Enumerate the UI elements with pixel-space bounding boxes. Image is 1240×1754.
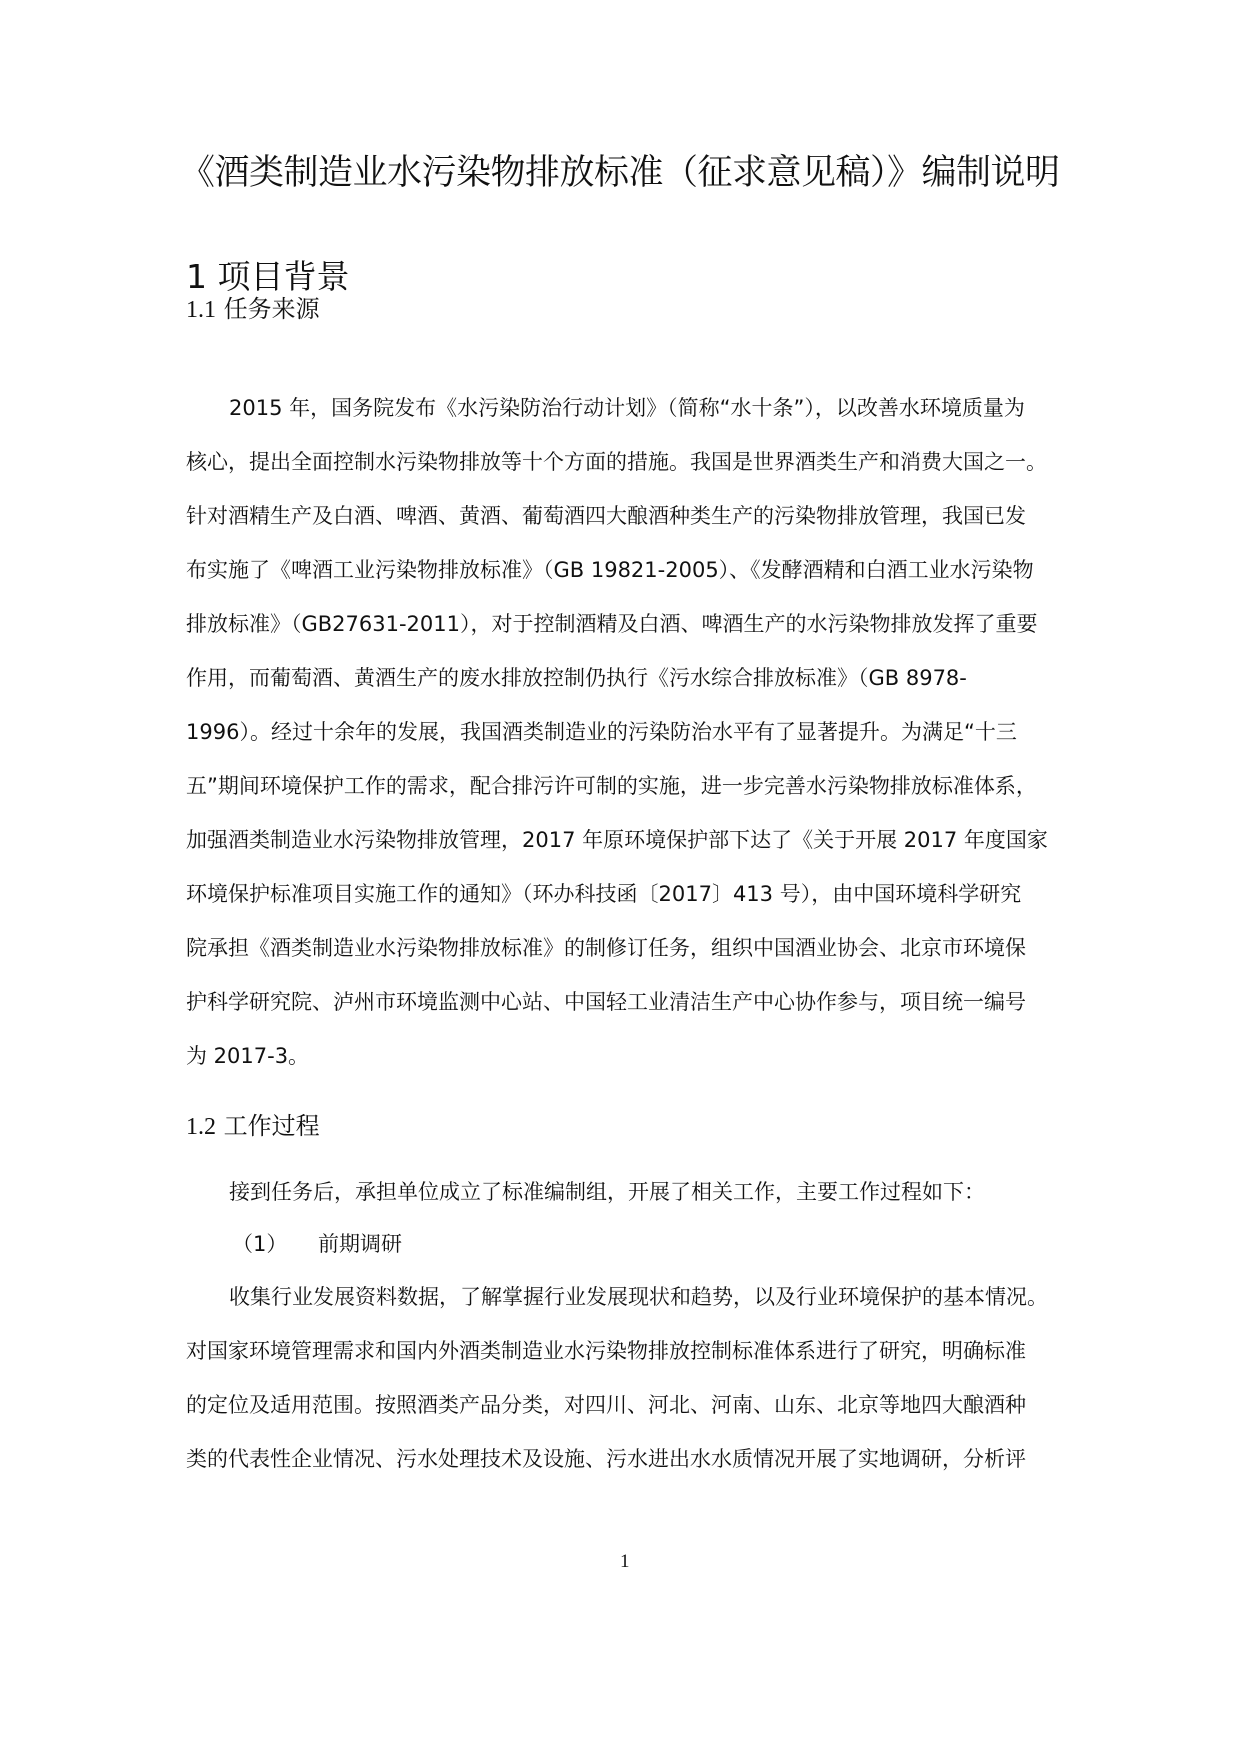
paragraph-line: 核心，提出全面控制水污染物排放等十个方面的措施。我国是世界酒类生产和消费大国之一。 — [186, 450, 1047, 474]
list-item-number: （1） — [232, 1232, 288, 1256]
section-1-2-title: 工作过程 — [223, 1112, 320, 1140]
paragraph-line: 类的代表性企业情况、污水处理技术及设施、污水进出水水质情况开展了实地调研，分析评 — [186, 1447, 1026, 1471]
section-1-1-paragraph — [186, 381, 1066, 1083]
list-item-label: 前期调研 — [318, 1232, 402, 1256]
section-1-heading: 1 项目背景 — [186, 257, 350, 296]
paragraph-line: 环境保护标准项目实施工作的通知》（环办科技函〔2017〕413 号），由中国环境科学研究 — [186, 882, 1022, 906]
paragraph-line: 五”期间环境保护工作的需求，配合排污许可制的实施，进一步完善水污染物排放标准体系， — [186, 774, 1037, 798]
paragraph-line: 护科学研究院、泸州市环境监测中心站、中国轻工业清洁生产中心协作参与，项目统一编号 — [186, 990, 1026, 1014]
paragraph-line: 院承担《酒类制造业水污染物排放标准》的制修订任务，组织中国酒业协会、北京市环境保 — [186, 936, 1026, 960]
section-1-2-number: 1.2 — [186, 1114, 216, 1140]
section-1-1-number: 1.1 — [186, 297, 216, 323]
section-1-1-heading — [186, 293, 320, 326]
section-1-1-title: 任务来源 — [223, 295, 320, 323]
paragraph-line: 对国家环境管理需求和国内外酒类制造业水污染物排放控制标准体系进行了研究，明确标准 — [186, 1339, 1026, 1363]
paragraph-line: 排放标准》（GB27631-2011），对于控制酒精及白酒、啤酒生产的水污染物排放发挥了重要 — [186, 612, 1038, 636]
paragraph-line: 作用，而葡萄酒、黄酒生产的废水排放控制仍执行《污水综合排放标准》（GB 8978- — [186, 666, 967, 690]
section-1-2-heading — [186, 1110, 320, 1143]
section-1-2-paragraph — [186, 1270, 1066, 1486]
document-title: 《酒类制造业水污染物排放标准（征求意见稿）》编制说明 — [180, 153, 1060, 193]
paragraph-line: 2015 年，国务院发布《水污染防治行动计划》（简称“水十条”），以改善水环境质量为 — [229, 396, 1025, 420]
page-number: 1 — [620, 1551, 630, 1572]
paragraph-line: 为 2017-3。 — [186, 1044, 310, 1068]
paragraph-line: 加强酒类制造业水污染物排放管理，2017 年原环境保护部下达了《关于开展 2017 年度国家 — [186, 828, 1048, 852]
paragraph-line: 针对酒精生产及白酒、啤酒、黄酒、葡萄酒四大酿酒种类生产的污染物排放管理，我国已发 — [186, 504, 1026, 528]
intro-line: 接到任务后，承担单位成立了标准编制组，开展了相关工作，主要工作过程如下： — [229, 1180, 985, 1204]
paragraph-line: 布实施了《啤酒工业污染物排放标准》（GB 19821-2005）、《发酵酒精和白酒工业水污染物 — [186, 558, 1034, 582]
list-item-preliminary-research — [232, 1228, 402, 1260]
paragraph-line: 收集行业发展资料数据，了解掌握行业发展现状和趋势，以及行业环境保护的基本情况。 — [229, 1285, 1048, 1309]
paragraph-line: 1996）。经过十余年的发展，我国酒类制造业的污染防治水平有了显著提升。为满足“十三 — [186, 720, 1017, 744]
section-1-2-intro — [186, 1165, 1066, 1219]
paragraph-line: 的定位及适用范围。按照酒类产品分类，对四川、河北、河南、山东、北京等地四大酿酒种 — [186, 1393, 1026, 1417]
